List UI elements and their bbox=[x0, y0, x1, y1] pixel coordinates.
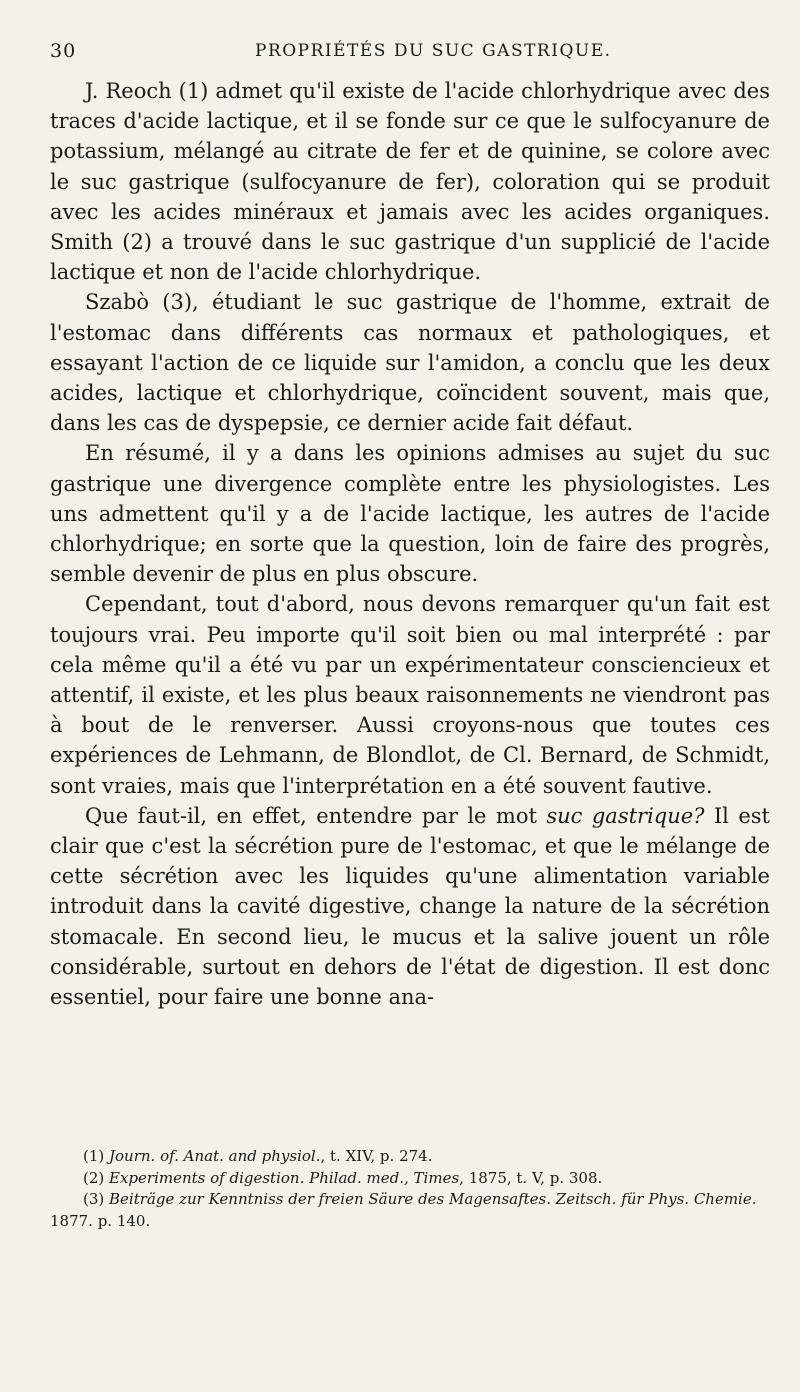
paragraph-text: Il est clair que c'est la sécrétion pure de l'estomac, et que le mélange de cette sécrétion avec les liquides qu'une alimentation variable introduit dans la cavité digestive, change la nature de la sécrétion stomacale. En second lieu, le mucus et la salive jouent un rôle considérable, surtout en dehors de l'état de digestion. Il est donc essentiel, pour faire une bonne ana- bbox=[50, 803, 770, 1010]
footnote-details: , t. XIV, p. 274. bbox=[320, 1147, 433, 1165]
paragraph-en-resume: En résumé, il y a dans les opinions admises au sujet du suc gastrique une divergence complète entre les physiologistes. Les uns admettent qu'il y a de l'acide lactique, les autres de l'acide chlorhydrique; en sorte que la question, loin de faire des progrès, semble devenir de plus en plus obscure. bbox=[50, 441, 770, 587]
footnote-marker: (2) bbox=[83, 1168, 110, 1187]
footnote-marker: (3) bbox=[83, 1190, 110, 1208]
footnotes bbox=[50, 1146, 770, 1232]
running-title: PROPRIÉTÉS DU SUC GASTRIQUE. bbox=[255, 41, 612, 61]
footnote-source: Experiments of digestion. Philad. med., Times bbox=[109, 1168, 460, 1187]
footnote-details: , 1875, t. V, p. 308. bbox=[459, 1168, 603, 1187]
footnote-1 bbox=[50, 1146, 770, 1168]
paragraph-szabo: Szabò (3), étudiant le suc gastrique de l'homme, extrait de l'estomac dans différents cas normaux et pathologiques, et essayant l'action de ce liquide sur l'amidon, a conclu que les deux acides, lactique et chlorhydrique, coïncident souvent, mais que, dans les cas de dyspepsie, ce dernier acide fait défaut. bbox=[50, 290, 770, 436]
paragraph-reoch: J. Reoch (1) admet qu'il existe de l'acide chlorhydrique avec des traces d'acide lactique, et il se fonde sur ce que le sulfocyanure de potassium, mélangé au citrate de fer et de quinine, se colore avec le suc gastrique (sulfocyanure de fer), coloration qui se produit avec les acides minéraux et jamais avec les acides organiques. Smith (2) a trouvé dans le suc gastrique d'un supplicié de l'acide lactique et non de l'acide chlorhydrique. bbox=[50, 79, 770, 285]
footnote-3 bbox=[50, 1189, 770, 1232]
body-text bbox=[50, 76, 770, 1012]
footnote-source: Journ. of. Anat. and physiol. bbox=[109, 1147, 321, 1165]
footnote-details: 1877. p. 140. bbox=[50, 1211, 151, 1230]
footnote-marker: (1) bbox=[83, 1147, 110, 1165]
footnote-2 bbox=[50, 1168, 770, 1190]
paragraph-cependant: Cependant, tout d'abord, nous devons remarquer qu'un fait est toujours vrai. Peu importe qu'il soit bien ou mal interprété : par cela même qu'il a été vu par un expérimentateur consciencieux et attentif, il existe, et les plus beaux raisonnements ne viendront pas à bout de le renverser. Aussi croyons-nous que toutes ces expériences de Lehmann, de Blondlot, de Cl. Bernard, de Schmidt, sont vraies, mais que l'interprétation en a été souvent fautive. bbox=[50, 592, 770, 798]
paragraph-text: Que faut-il, en effet, entendre par le mot bbox=[85, 803, 547, 828]
footnote-source: Beiträge zur Kenntniss der freien Säure des Magensaftes. Zeitsch. für Phys. Chemie. bbox=[109, 1190, 757, 1208]
page-number: 30 bbox=[50, 40, 77, 62]
running-head bbox=[50, 40, 770, 70]
italic-term: suc gastrique? bbox=[546, 803, 705, 828]
paragraph-que-faut-il bbox=[50, 801, 770, 1012]
